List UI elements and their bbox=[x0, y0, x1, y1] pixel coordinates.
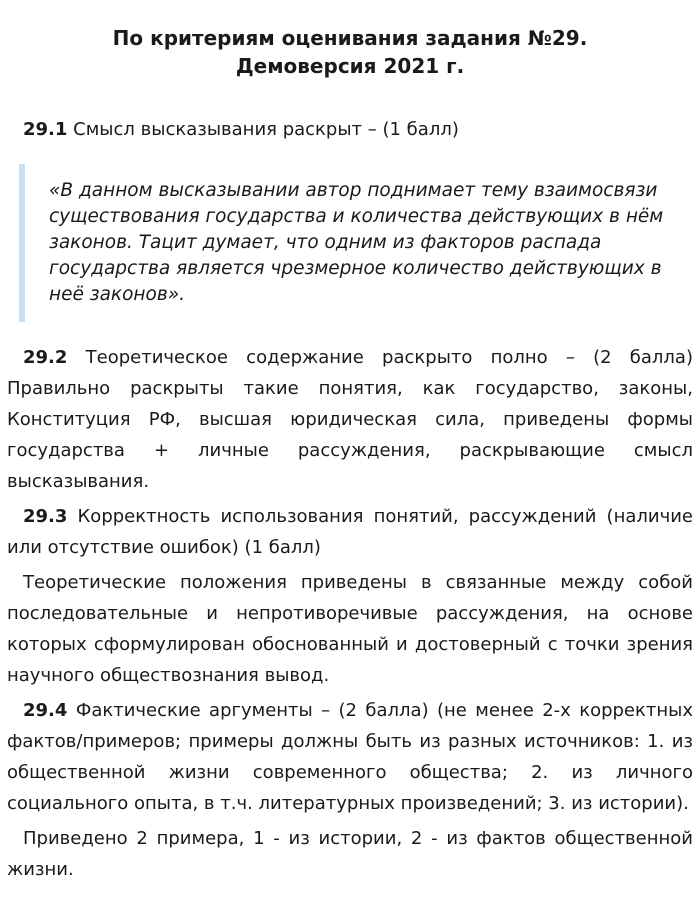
criterion-29-4-body bbox=[7, 823, 693, 885]
criterion-number: 29.1 bbox=[23, 119, 68, 140]
paragraph-text: Приведено 2 примера, 1 - из истории, 2 - из фактов общественной жизни. bbox=[7, 828, 693, 880]
document-page bbox=[7, 0, 693, 885]
criterion-29-3 bbox=[7, 501, 693, 563]
criterion-number: 29.4 bbox=[23, 700, 68, 721]
criterion-text: Корректность использования понятий, рассуждений (наличие или отсутствие ошибок) (1 балл) bbox=[7, 506, 693, 558]
title-line-1: По критериям оценивания задания №29. bbox=[112, 26, 588, 50]
criterion-number: 29.2 bbox=[23, 347, 68, 368]
paragraph-text: Теоретические положения приведены в связанные между собой последовательные и непротиворечивые рассуждения, на основе которых сформулирован обоснованный и достоверный с точки зрения научного обществознания вывод. bbox=[7, 572, 693, 686]
quote-text: «В данном высказывании автор поднимает тему взаимосвязи существования государства и количества действующих в нём законов. Тацит думает, что одним из факторов распада государства является чрезмерное количество действующих в неё законов». bbox=[49, 180, 664, 305]
criterion-29-3-body bbox=[7, 567, 693, 691]
quote-block bbox=[19, 164, 693, 322]
criterion-29-1 bbox=[7, 116, 693, 144]
title-line-2: Демоверсия 2021 г. bbox=[235, 54, 465, 78]
criterion-text: Фактические аргументы – (2 балла) (не менее 2-х корректных фактов/примеров; примеры должны быть из разных источников: 1. из общественной жизни современного общества; 2. из личного социального опыта, в т.ч. литературных произведений; 3. из истории). bbox=[7, 700, 693, 814]
criterion-number: 29.3 bbox=[23, 506, 68, 527]
criterion-text: Смысл высказывания раскрыт – (1 балл) bbox=[73, 119, 459, 140]
criterion-29-2 bbox=[7, 342, 693, 497]
document-title bbox=[7, 24, 693, 80]
criterion-29-4 bbox=[7, 695, 693, 819]
criterion-text: Теоретическое содержание раскрыто полно – (2 балла) Правильно раскрыты такие понятия, как государство, законы, Конституция РФ, высшая юридическая сила, приведены формы государства + личные рассуждения, раскрывающие смысл высказывания. bbox=[7, 347, 693, 492]
